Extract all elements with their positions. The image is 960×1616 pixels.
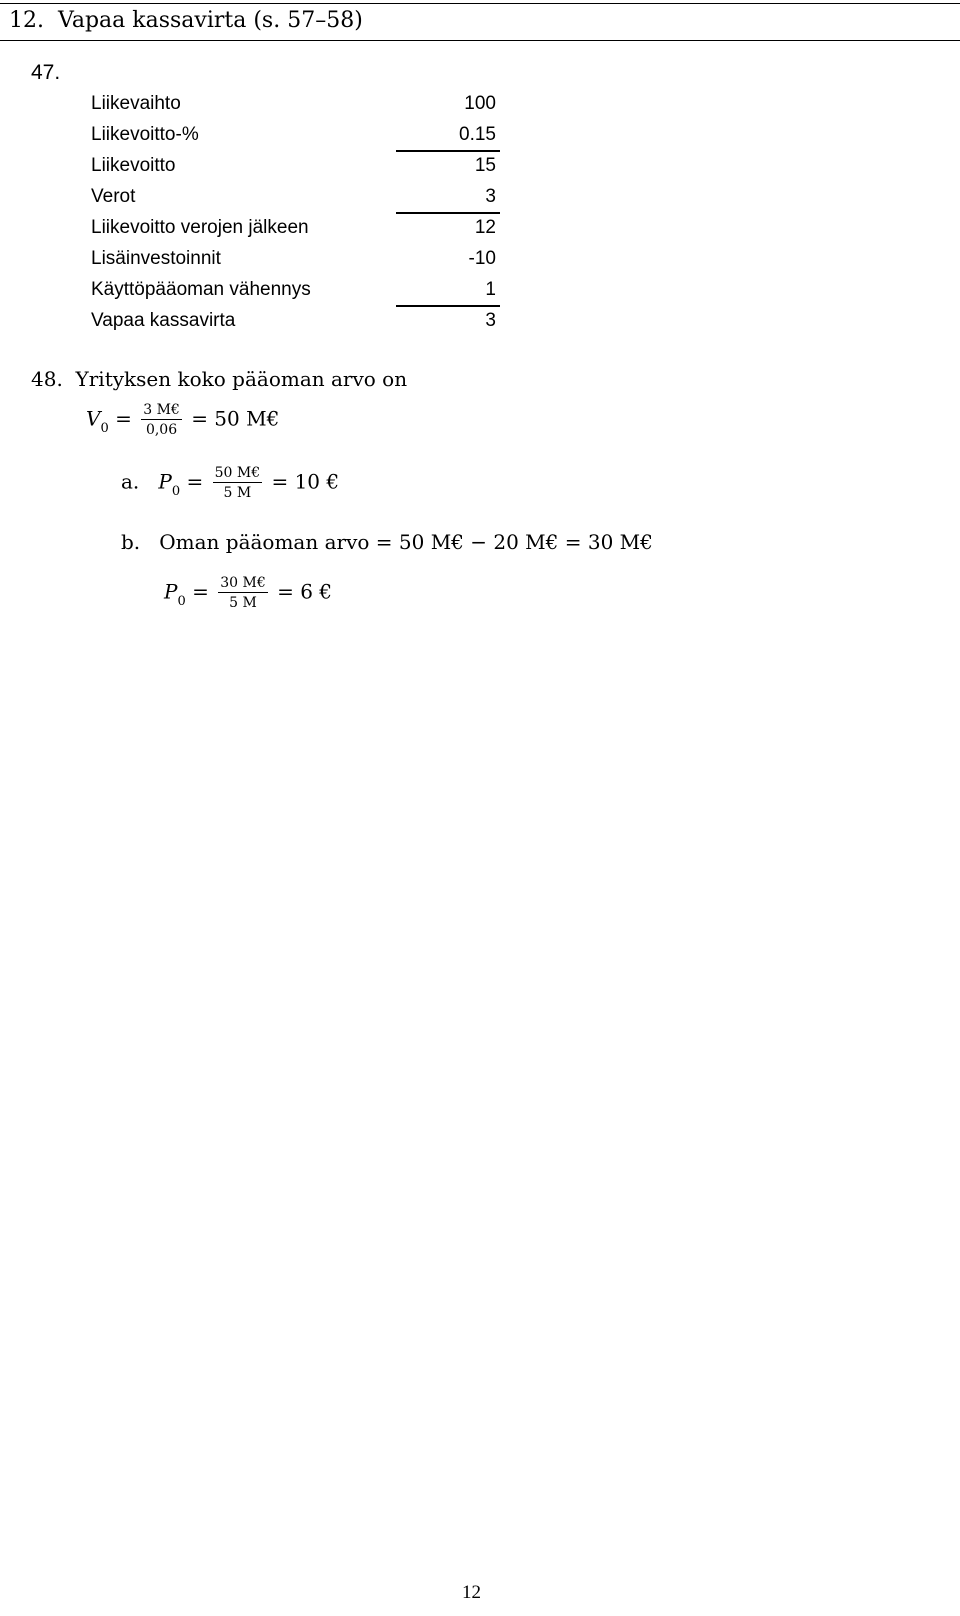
part-b-variable: P xyxy=(164,579,178,604)
row-label-lisainvestoinnit: Lisäinvestoinnit xyxy=(91,248,221,269)
v0-subscript: 0 xyxy=(100,420,109,436)
section-heading: 12. Vapaa kassavirta (s. 57–58) xyxy=(9,8,363,33)
row-label-liikevoitto: Liikevoitto xyxy=(91,155,176,176)
v0-denominator: 0,06 xyxy=(145,422,178,438)
row-label-liikevoitto-pct: Liikevoitto-% xyxy=(91,124,199,145)
part-b-denominator: 5 M xyxy=(229,595,257,611)
row-value-liikevoitto-verojen-jalkeen: 12 xyxy=(474,217,496,238)
row-value-kayttopaaoman-vahennys: 1 xyxy=(485,279,496,300)
v0-numerator: 3 M€ xyxy=(143,402,180,418)
row-label-liikevaihto: Liikevaihto xyxy=(91,93,181,114)
exercise-48-number: 48. xyxy=(31,367,63,391)
row-value-verot: 3 xyxy=(485,186,496,207)
exercise-48 xyxy=(31,367,407,391)
part-a-equation: a. $P_0$ = $\frac{50 M€}{5 M}$ = 10 € xyxy=(121,465,340,501)
row-label-verot: Verot xyxy=(91,186,136,207)
v0-result: = 50 M€ xyxy=(191,406,280,431)
part-b-text: Oman pääoman arvo = 50 M€ − 20 M€ = 30 M€ xyxy=(159,530,653,554)
sum-rule-2 xyxy=(396,212,500,214)
part-a-fraction xyxy=(213,465,263,501)
part-b-share-equation: $P_0$ = $\frac{30 M€}{5 M}$ = 6 € xyxy=(164,575,333,611)
exercise-47-number: 47. xyxy=(31,61,61,84)
part-a-result: = 10 € xyxy=(271,469,340,494)
part-a-numerator: 50 M€ xyxy=(214,465,261,481)
sum-rule-3 xyxy=(396,305,500,307)
exercise-48-text: Yrityksen koko pääoman arvo on xyxy=(75,367,408,391)
part-a-denominator: 5 M xyxy=(223,485,252,501)
v0-equation: $V_0$ = $\frac{3 M€}{0,06}$ = 50 M€ xyxy=(86,402,280,438)
part-b-numerator: 30 M€ xyxy=(220,575,266,591)
row-value-liikevoitto-pct: 0.15 xyxy=(459,124,496,145)
v0-variable: V xyxy=(86,406,101,431)
sum-rule-1 xyxy=(396,150,500,152)
header-bottom-rule xyxy=(0,40,960,41)
part-a-variable: P xyxy=(158,469,172,494)
part-a-letter: a. xyxy=(121,469,140,494)
row-label-vapaa-kassavirta: Vapaa kassavirta xyxy=(91,310,236,331)
row-label-kayttopaaoman-vahennys: Käyttöpääoman vähennys xyxy=(91,279,311,300)
header-top-rule xyxy=(0,3,960,4)
v0-fraction xyxy=(141,402,182,438)
row-value-lisainvestoinnit: -10 xyxy=(468,248,496,269)
part-b-equation xyxy=(121,530,653,554)
part-a-subscript: 0 xyxy=(171,483,181,499)
part-b-letter: b. xyxy=(121,530,141,554)
row-value-liikevaihto: 100 xyxy=(464,93,496,114)
row-value-vapaa-kassavirta: 3 xyxy=(485,310,496,331)
row-label-liikevoitto-verojen-jalkeen: Liikevoitto verojen jälkeen xyxy=(91,217,309,238)
part-b-fraction xyxy=(218,575,268,611)
page-number: 12 xyxy=(462,1582,481,1603)
part-b-result: = 6 € xyxy=(277,579,333,604)
part-b-subscript: 0 xyxy=(177,593,186,609)
row-value-liikevoitto: 15 xyxy=(474,155,496,176)
